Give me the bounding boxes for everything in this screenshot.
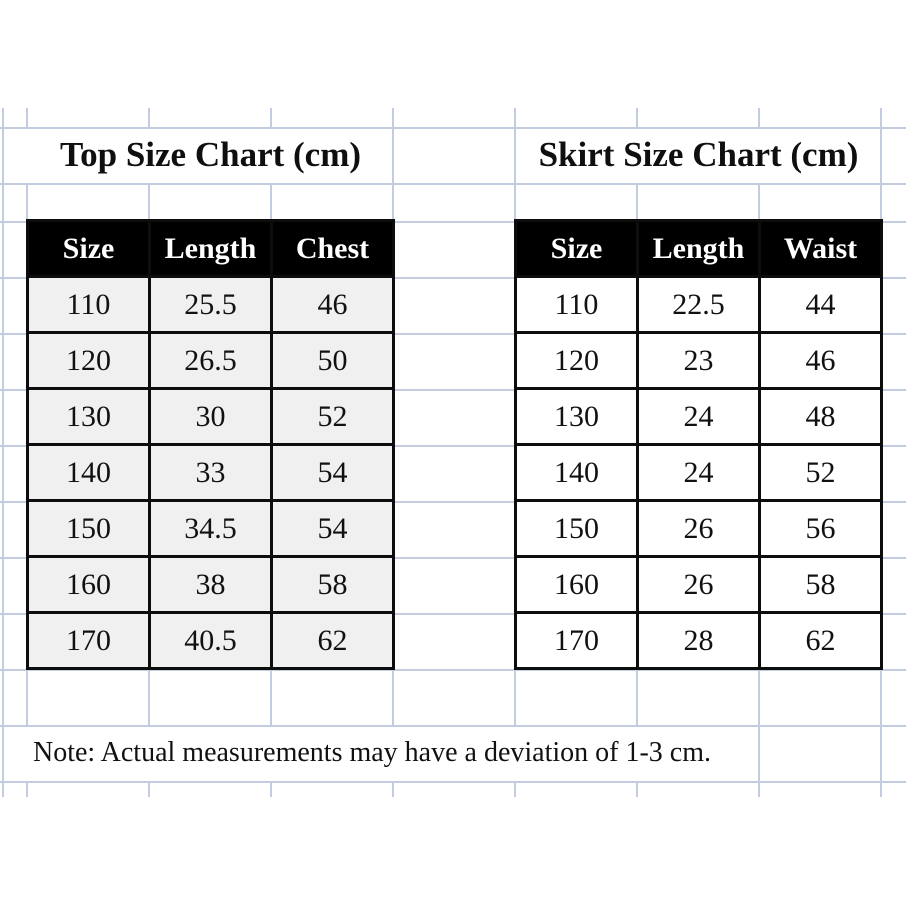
- skirt-cell-r3-c0: 140: [517, 446, 636, 499]
- top-header-cell-chest: Chest: [273, 222, 392, 275]
- skirt-cell-r2-c1: 24: [639, 390, 758, 443]
- skirt-cell-r3-c2: 52: [761, 446, 880, 499]
- top-cell-r6-c0: 170: [29, 614, 148, 667]
- top-cell-r4-c1: 34.5: [151, 502, 270, 555]
- note-text: Note: Actual measurements may have a deviation of 1-3 cm.: [33, 737, 712, 768]
- top-cell-r2-c2: 52: [273, 390, 392, 443]
- top-header-cell-length: Length: [151, 222, 270, 275]
- skirt-cell-r0-c0: 110: [517, 278, 636, 331]
- skirt-header-cell-length: Length: [639, 222, 758, 275]
- top-header-cell-size: Size: [29, 222, 148, 275]
- skirt-cell-r2-c2: 48: [761, 390, 880, 443]
- skirt-cell-r5-c1: 26: [639, 558, 758, 611]
- skirt-cell-r3-c1: 24: [639, 446, 758, 499]
- skirt-cell-r0-c2: 44: [761, 278, 880, 331]
- skirt-cell-r1-c1: 23: [639, 334, 758, 387]
- top-cell-r4-c2: 54: [273, 502, 392, 555]
- top-cell-r3-c1: 33: [151, 446, 270, 499]
- top-size-table: [26, 219, 395, 670]
- skirt-cell-r2-c0: 130: [517, 390, 636, 443]
- skirt-cell-r1-c0: 120: [517, 334, 636, 387]
- top-cell-r0-c0: 110: [29, 278, 148, 331]
- top-cell-r2-c1: 30: [151, 390, 270, 443]
- skirt-cell-r0-c1: 22.5: [639, 278, 758, 331]
- top-cell-r6-c1: 40.5: [151, 614, 270, 667]
- skirt-cell-r4-c0: 150: [517, 502, 636, 555]
- top-cell-r3-c2: 54: [273, 446, 392, 499]
- skirt-chart-title: Skirt Size Chart (cm): [538, 135, 859, 174]
- skirt-cell-r1-c2: 46: [761, 334, 880, 387]
- top-cell-r5-c0: 160: [29, 558, 148, 611]
- top-cell-r0-c2: 46: [273, 278, 392, 331]
- skirt-cell-r6-c0: 170: [517, 614, 636, 667]
- skirt-cell-r4-c1: 26: [639, 502, 758, 555]
- skirt-header-cell-size: Size: [517, 222, 636, 275]
- top-cell-r5-c2: 58: [273, 558, 392, 611]
- skirt-header-cell-waist: Waist: [761, 222, 880, 275]
- skirt-cell-r5-c0: 160: [517, 558, 636, 611]
- top-chart-title: Top Size Chart (cm): [59, 135, 362, 174]
- skirt-cell-r6-c1: 28: [639, 614, 758, 667]
- skirt-size-table: [514, 219, 883, 670]
- top-cell-r3-c0: 140: [29, 446, 148, 499]
- top-cell-r0-c1: 25.5: [151, 278, 270, 331]
- skirt-cell-r6-c2: 62: [761, 614, 880, 667]
- top-cell-r1-c2: 50: [273, 334, 392, 387]
- top-cell-r6-c2: 62: [273, 614, 392, 667]
- skirt-cell-r5-c2: 58: [761, 558, 880, 611]
- top-cell-r4-c0: 150: [29, 502, 148, 555]
- skirt-cell-r4-c2: 56: [761, 502, 880, 555]
- top-cell-r1-c1: 26.5: [151, 334, 270, 387]
- top-cell-r2-c0: 130: [29, 390, 148, 443]
- top-cell-r1-c0: 120: [29, 334, 148, 387]
- top-cell-r5-c1: 38: [151, 558, 270, 611]
